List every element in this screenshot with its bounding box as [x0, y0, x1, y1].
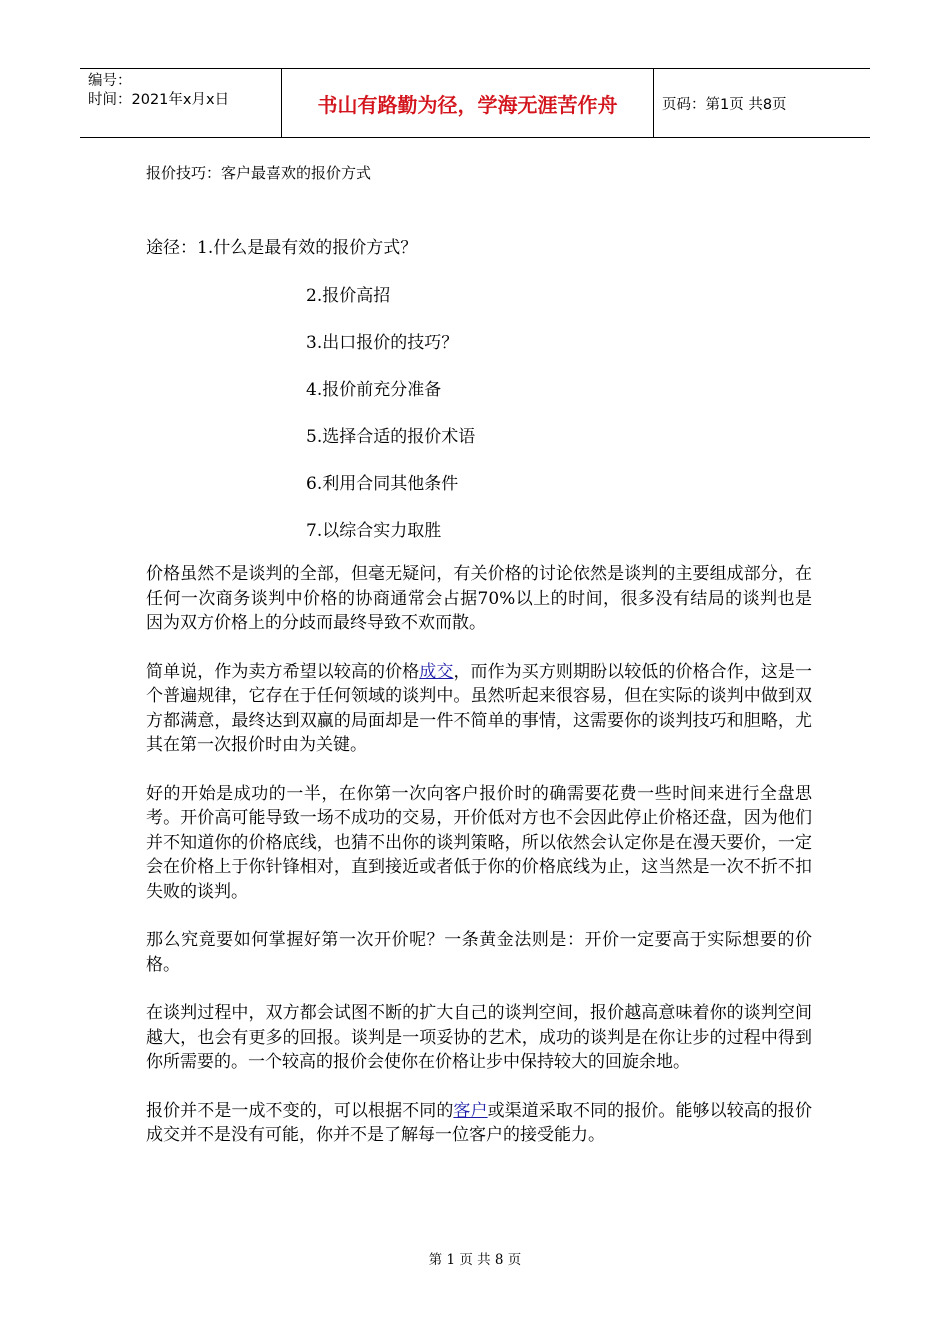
header-meta	[80, 69, 282, 137]
toc-item: 5.选择合适的报价术语	[306, 427, 476, 447]
paragraph-text: ，而作为买方则期盼以较低的价格合作，这是一个普遍规律，它存在于任何领域的谈判中。虽然听起来很容易，但在实际的谈判中做到双方都满意，最终达到双赢的局面却是一件不简单的事情，这需要你的谈判技巧和胆略，尤其在第一次报价时由为关键。	[146, 661, 813, 755]
toc-item: 3.出口报价的技巧？	[306, 333, 459, 353]
body-text	[146, 562, 812, 1172]
toc-item: 6.利用合同其他条件	[306, 474, 459, 494]
paragraph: 好的开始是成功的一半，在你第一次向客户报价时的确需要花费一些时间来进行全盘思考。开价高可能导致一场不成功的交易，开价低对方也不会因此停止价格还盘，因为他们并不知道你的价格底线，也猜不出你的谈判策略，所以依然会认定你是在漫天要价，一定会在价格上于你针锋相对，直到接近或者低于你的价格底线为止，这当然是一次不折不扣失败的谈判。	[146, 783, 812, 902]
paragraph-text: 报价并不是一成不变的，可以根据不同的	[146, 1100, 454, 1121]
paragraph	[146, 660, 812, 758]
paragraph-text: 简单说，作为卖方希望以较高的价格	[146, 661, 420, 682]
paragraph	[146, 1099, 812, 1148]
number-label: 编号：	[88, 73, 132, 89]
toc-item: 4.报价前充分准备	[306, 380, 442, 400]
deal-link[interactable]: 成交	[419, 661, 454, 682]
page-footer: 第 1 页 共 8 页	[428, 1252, 522, 1268]
paragraph: 在谈判过程中，双方都会试图不断的扩大自己的谈判空间，报价越高意味着你的谈判空间越大，也会有更多的回报。谈判是一项妥协的艺术，成功的谈判是在你让步的过程中得到你所需要的。一个较高的报价会使你在价格让步中保持较大的回旋余地。	[146, 1003, 812, 1072]
header-page-info: 页码：第1页 共8页	[662, 96, 787, 113]
page-header	[80, 68, 870, 138]
paragraph: 那么究竟要如何掌握好第一次开价呢？一条黄金法则是：开价一定要高于实际想要的价格。	[146, 930, 812, 975]
toc-item: 2.报价高招	[306, 286, 391, 306]
document-title: 报价技巧：客户最喜欢的报价方式	[146, 164, 372, 182]
time-label: 时间：2021年x月x日	[88, 92, 230, 108]
toc-lead: 途径：1.什么是最有效的报价方式？	[146, 238, 418, 258]
customer-link[interactable]: 客户	[453, 1100, 488, 1121]
paragraph: 价格虽然不是谈判的全部，但毫无疑问，有关价格的讨论依然是谈判的主要组成部分，在任何一次商务谈判中价格的协商通常会占据70%以上的时间，很多没有结局的谈判也是因为双方价格上的分歧而最终导致不欢而散。	[146, 564, 812, 633]
paragraph-text: 或渠道采取不同的报价。能够以较高的报价成交并不是没有可能，你并不是了解每一位客户的接受能力。	[146, 1100, 813, 1145]
toc-item: 7.以综合实力取胜	[306, 521, 442, 541]
header-motto: 书山有路勤为径，学海无涯苦作舟	[282, 69, 654, 137]
